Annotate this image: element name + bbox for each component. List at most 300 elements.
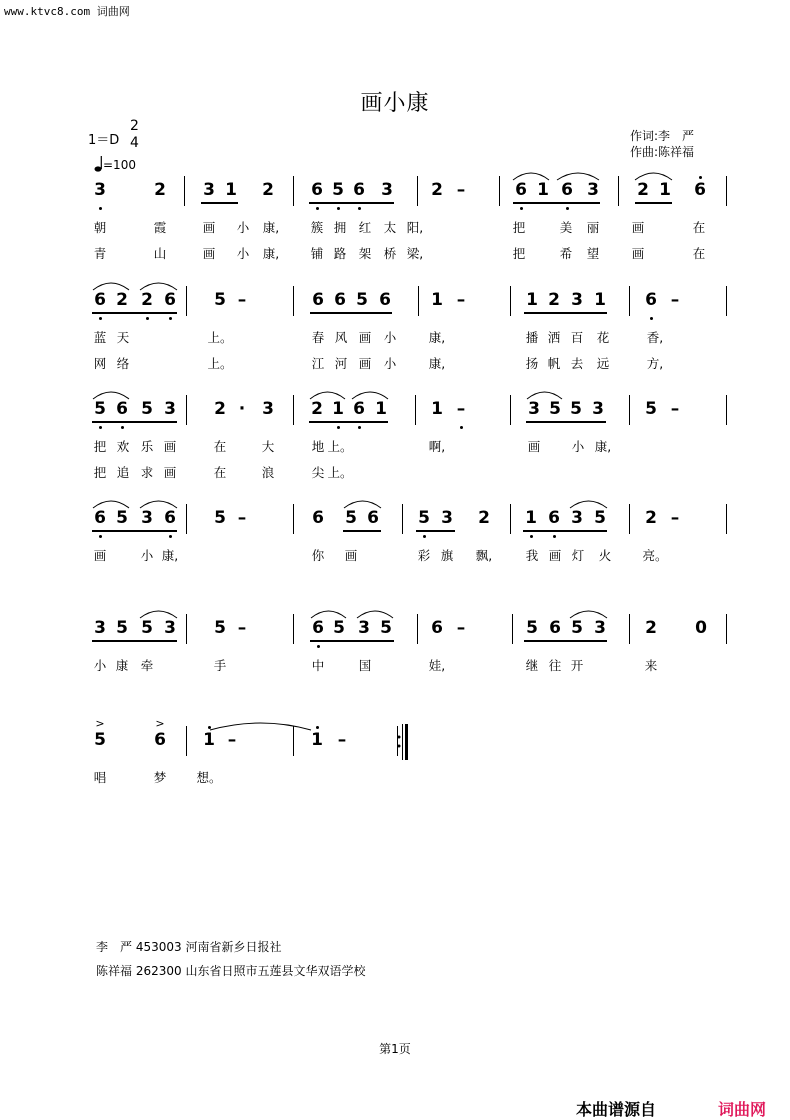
lyric-verse2: 在	[692, 246, 706, 261]
bar-line	[402, 504, 403, 534]
slur-arc	[526, 388, 563, 400]
note: 6	[561, 180, 573, 200]
slur-arc	[309, 388, 346, 400]
beam-line	[310, 640, 394, 642]
bar-line	[418, 286, 419, 316]
lyric-verse1: 阳,	[406, 220, 424, 235]
note: 3	[141, 508, 153, 528]
lyric-verse2: 画	[202, 246, 216, 261]
lyric-verse1: 丽	[586, 220, 600, 235]
lyric-verse2: 浪	[261, 465, 275, 480]
note: 5	[214, 508, 226, 528]
lyric-verse1: 我	[525, 548, 539, 563]
lyric-verse1: 在	[213, 439, 227, 454]
lyric-verse1: 上。	[327, 439, 353, 454]
note: 3	[587, 180, 599, 200]
lyric-verse2: 康,	[262, 246, 280, 261]
bar-line	[293, 504, 294, 534]
lyric-verse1: 花	[596, 330, 610, 345]
note: 5	[141, 618, 153, 638]
lyric-verse1: 旗	[440, 548, 454, 563]
lyric-verse1: 啊,	[428, 439, 446, 454]
note: –	[456, 618, 466, 638]
lyric-verse1: 簇	[310, 220, 324, 235]
beam-line	[309, 421, 388, 423]
score-line	[0, 717, 790, 830]
accent-mark: >	[95, 717, 105, 730]
lyric-verse1: 把	[512, 220, 526, 235]
beam-line	[92, 421, 177, 423]
note: 5	[94, 399, 106, 419]
note: 2	[431, 180, 443, 200]
lyric-verse2: 希	[559, 246, 573, 261]
low-octave-dot	[460, 426, 463, 429]
lyric-verse1: 画	[163, 439, 177, 454]
lyric-verse1: 画	[344, 548, 358, 563]
beam-line	[310, 312, 392, 314]
bar-line	[726, 504, 727, 534]
bar-line	[186, 504, 187, 534]
note: ·	[238, 399, 246, 419]
note: 1	[375, 399, 387, 419]
key-signature: 1＝D	[88, 133, 120, 148]
note: 1	[203, 730, 215, 750]
slur-arc	[139, 607, 178, 619]
bar-line	[293, 395, 294, 425]
beam-line	[513, 202, 600, 204]
note: –	[670, 399, 680, 419]
slur-arc	[343, 497, 382, 509]
beam-line	[92, 312, 177, 314]
lyric-verse1: 开	[570, 658, 584, 673]
note: 5	[526, 618, 538, 638]
note: –	[456, 180, 466, 200]
lyric-verse2: 望	[586, 246, 600, 261]
beam-line	[343, 530, 381, 532]
lyric-verse1: 火	[598, 548, 612, 563]
low-octave-dot	[337, 207, 340, 210]
lyric-verse2: 梁,	[406, 246, 424, 261]
lyric-verse2: 小	[383, 356, 397, 371]
lyric-verse2: 帆	[547, 356, 561, 371]
note: 6	[164, 508, 176, 528]
lyric-verse1: 画	[202, 220, 216, 235]
note: 2	[214, 399, 226, 419]
bar-line	[184, 176, 185, 206]
slur-arc	[92, 388, 130, 400]
bar-line	[629, 395, 630, 425]
note: 2	[262, 180, 274, 200]
note: 2	[645, 618, 657, 638]
note: 5	[571, 618, 583, 638]
note: 1	[225, 180, 237, 200]
lyric-verse1: 洒	[547, 330, 561, 345]
lyric-verse2: 江	[311, 356, 325, 371]
lyric-verse1: 百	[570, 330, 584, 345]
score-line	[0, 290, 790, 390]
lyric-verse1: 飘,	[475, 548, 493, 563]
lyric-verse1: 康,	[594, 439, 612, 454]
note: 2	[154, 180, 166, 200]
low-octave-dot	[358, 426, 361, 429]
note: 5	[332, 180, 344, 200]
lyric-verse1: 欢	[116, 439, 130, 454]
note: 1	[659, 180, 671, 200]
slur-arc	[209, 719, 312, 731]
lyricist: 作词:李 严	[630, 129, 695, 143]
note: 3	[571, 290, 583, 310]
lyric-verse1: 美	[559, 220, 573, 235]
note: 5	[333, 618, 345, 638]
beam-line	[309, 202, 394, 204]
lyric-verse1: 在	[692, 220, 706, 235]
lyric-verse1: 风	[334, 330, 348, 345]
beam-line	[92, 640, 177, 642]
time-numerator: 2	[130, 118, 139, 134]
slur-arc	[139, 279, 178, 291]
bar-line	[726, 614, 727, 644]
slur-arc	[92, 497, 130, 509]
bar-line	[726, 286, 727, 316]
lyric-verse1: 灯	[571, 548, 585, 563]
low-octave-dot	[530, 535, 533, 538]
bar-line	[293, 286, 294, 316]
time-signature	[130, 118, 139, 152]
lyric-verse2: 画	[358, 356, 372, 371]
low-octave-dot	[650, 317, 653, 320]
note: –	[456, 290, 466, 310]
lyric-verse1: 康,	[161, 548, 179, 563]
low-octave-dot	[169, 317, 172, 320]
lyric-verse1: 亮。	[642, 548, 668, 563]
lyric-verse2: 青	[93, 246, 107, 261]
lyric-verse2: 画	[163, 465, 177, 480]
note: –	[670, 508, 680, 528]
note: 6	[312, 618, 324, 638]
bar-line	[293, 614, 294, 644]
slur-arc	[512, 169, 550, 181]
slur-arc	[569, 607, 608, 619]
lyric-verse1: 画	[93, 548, 107, 563]
note: 2	[548, 290, 560, 310]
composer: 作曲:陈祥福	[630, 145, 695, 159]
lyric-verse2: 扬	[525, 356, 539, 371]
note: –	[237, 618, 247, 638]
beam-line	[416, 530, 455, 532]
lyric-verse1: 梦	[153, 770, 167, 785]
note: 3	[262, 399, 274, 419]
lyric-verse2: 桥	[383, 246, 397, 261]
note: 6	[94, 508, 106, 528]
note: 3	[94, 180, 106, 200]
bar-line	[510, 395, 511, 425]
time-denominator: 4	[130, 135, 139, 151]
lyric-verse1: 唱	[93, 770, 107, 785]
note: 2	[116, 290, 128, 310]
credits	[630, 128, 694, 160]
note: –	[670, 290, 680, 310]
lyric-verse2: 方,	[646, 356, 664, 371]
lyric-verse1: 画	[548, 548, 562, 563]
bar-line	[415, 395, 416, 425]
lyric-verse2: 远	[596, 356, 610, 371]
low-octave-dot	[423, 535, 426, 538]
lyric-verse2: 铺	[310, 246, 324, 261]
bar-line	[417, 614, 418, 644]
slur-arc	[356, 607, 394, 619]
lyric-verse2: 网	[93, 356, 107, 371]
accent-mark: >	[155, 717, 165, 730]
bar-line	[186, 726, 187, 756]
note: –	[237, 290, 247, 310]
score-line	[0, 618, 790, 718]
note: 6	[312, 508, 324, 528]
note: 3	[203, 180, 215, 200]
note: 3	[164, 399, 176, 419]
low-octave-dot	[553, 535, 556, 538]
lyric-verse1: 红	[358, 220, 372, 235]
lyric-verse1: 康	[115, 658, 129, 673]
low-octave-dot	[121, 426, 124, 429]
lyric-verse1: 大	[261, 439, 275, 454]
low-octave-dot	[99, 426, 102, 429]
note: 6	[645, 290, 657, 310]
lyric-verse2: 把	[512, 246, 526, 261]
low-octave-dot	[99, 207, 102, 210]
lyric-verse2: 康,	[428, 356, 446, 371]
page-number: 第1页	[379, 1042, 411, 1056]
beam-line	[523, 530, 607, 532]
low-octave-dot	[566, 207, 569, 210]
lyric-verse1: 拥	[333, 220, 347, 235]
lyric-verse2: 尖	[311, 465, 325, 480]
lyric-verse1: 太	[383, 220, 397, 235]
lyric-verse1: 画	[631, 220, 645, 235]
lyric-verse1: 上。	[207, 330, 233, 345]
slur-arc	[634, 169, 673, 181]
note: 5	[94, 730, 106, 750]
low-octave-dot	[358, 207, 361, 210]
lyric-verse1: 小	[571, 439, 585, 454]
note: 1	[526, 290, 538, 310]
brand-label: 词曲网	[718, 1100, 767, 1119]
note: 5	[116, 508, 128, 528]
note: 3	[528, 399, 540, 419]
note: –	[337, 730, 347, 750]
lyric-verse1: 小	[140, 548, 154, 563]
note: 3	[571, 508, 583, 528]
note: 3	[94, 618, 106, 638]
tempo-value: =100	[103, 158, 136, 172]
note: 6	[154, 730, 166, 750]
note: 1	[311, 730, 323, 750]
low-octave-dot	[169, 535, 172, 538]
note: 6	[334, 290, 346, 310]
quarter-note-icon	[94, 156, 103, 172]
note: 5	[356, 290, 368, 310]
beam-line	[524, 640, 607, 642]
tempo-mark	[94, 156, 136, 172]
bar-line	[186, 614, 187, 644]
note: 5	[549, 399, 561, 419]
bar-line	[629, 286, 630, 316]
bar-line	[510, 504, 511, 534]
lyric-verse2: 架	[358, 246, 372, 261]
beam-line	[635, 202, 672, 204]
lyric-verse1: 霞	[153, 220, 167, 235]
note: 5	[116, 618, 128, 638]
note: 2	[637, 180, 649, 200]
note: 5	[214, 290, 226, 310]
lyric-verse1: 继	[525, 658, 539, 673]
bar-line	[726, 176, 727, 206]
lyric-verse2: 上。	[207, 356, 233, 371]
note: 6	[367, 508, 379, 528]
bar-line	[417, 176, 418, 206]
note: 6	[164, 290, 176, 310]
beam-line	[201, 202, 238, 204]
note: 6	[353, 180, 365, 200]
lyric-verse2: 在	[213, 465, 227, 480]
lyric-verse2: 把	[93, 465, 107, 480]
note: 1	[332, 399, 344, 419]
slur-arc	[92, 279, 130, 291]
bar-line	[499, 176, 500, 206]
note: 6	[694, 180, 706, 200]
lyric-verse1: 天	[116, 330, 130, 345]
bar-line	[629, 504, 630, 534]
bar-line	[512, 614, 513, 644]
note: 2	[645, 508, 657, 528]
lyric-verse2: 画	[631, 246, 645, 261]
low-octave-dot	[316, 207, 319, 210]
note: 5	[594, 508, 606, 528]
bar-line	[293, 176, 294, 206]
lyric-verse1: 康,	[262, 220, 280, 235]
low-octave-dot	[99, 535, 102, 538]
note: 3	[358, 618, 370, 638]
bar-line	[629, 614, 630, 644]
note: 3	[381, 180, 393, 200]
note: 5	[570, 399, 582, 419]
lyric-verse2: 求	[140, 465, 154, 480]
lyric-verse1: 彩	[417, 548, 431, 563]
note: 2	[141, 290, 153, 310]
lyric-verse1: 画	[358, 330, 372, 345]
lyric-verse2: 路	[333, 246, 347, 261]
lyric-verse1: 你	[311, 548, 325, 563]
lyric-verse1: 画	[527, 439, 541, 454]
low-octave-dot	[99, 317, 102, 320]
address-lyricist: 李 严 453003 河南省新乡日报社	[96, 940, 282, 954]
lyric-verse1: 小	[93, 658, 107, 673]
note: 6	[515, 180, 527, 200]
note: 5	[380, 618, 392, 638]
note: –	[237, 508, 247, 528]
note: 6	[311, 180, 323, 200]
high-octave-dot	[316, 726, 319, 729]
note: 3	[594, 618, 606, 638]
low-octave-dot	[337, 426, 340, 429]
note: –	[456, 399, 466, 419]
score-line	[0, 399, 790, 499]
note: 1	[537, 180, 549, 200]
slur-arc	[351, 388, 389, 400]
beam-line	[92, 530, 177, 532]
note: 2	[311, 399, 323, 419]
note: 6	[94, 290, 106, 310]
lyric-verse1: 手	[213, 658, 227, 673]
note: 2	[478, 508, 490, 528]
lyric-verse1: 地	[311, 439, 325, 454]
lyric-verse1: 春	[311, 330, 325, 345]
lyric-verse2: 络	[116, 356, 130, 371]
lyric-verse1: 香,	[646, 330, 664, 345]
slur-arc	[310, 607, 347, 619]
note: 6	[431, 618, 443, 638]
slur-arc	[139, 497, 178, 509]
beam-line	[526, 421, 606, 423]
note: 5	[141, 399, 153, 419]
lyric-verse1: 往	[548, 658, 562, 673]
lyric-verse1: 来	[644, 658, 658, 673]
note: 5	[645, 399, 657, 419]
bar-line	[186, 286, 187, 316]
lyric-verse2: 去	[570, 356, 584, 371]
song-title: 画小康	[360, 91, 430, 116]
lyric-verse2: 山	[153, 246, 167, 261]
note: 1	[594, 290, 606, 310]
low-octave-dot	[520, 207, 523, 210]
repeat-end-icon	[396, 724, 410, 760]
address-composer: 陈祥福 262300 山东省日照市五莲县文华双语学校	[96, 964, 366, 978]
note: 6	[548, 508, 560, 528]
note: 6	[353, 399, 365, 419]
slur-arc	[556, 169, 600, 181]
note: 0	[695, 618, 707, 638]
note: 6	[116, 399, 128, 419]
score-line	[0, 180, 790, 280]
note: 3	[592, 399, 604, 419]
high-octave-dot	[699, 176, 702, 179]
note: 3	[164, 618, 176, 638]
lyric-verse1: 想。	[196, 770, 222, 785]
lyric-verse1: 蓝	[93, 330, 107, 345]
slur-arc	[569, 497, 608, 509]
lyric-verse1: 乐	[140, 439, 154, 454]
lyric-verse1: 中	[311, 658, 325, 673]
note: –	[227, 730, 237, 750]
note: 5	[214, 618, 226, 638]
note: 1	[525, 508, 537, 528]
lyric-verse1: 把	[93, 439, 107, 454]
note: 1	[431, 399, 443, 419]
beam-line	[524, 312, 607, 314]
lyric-verse1: 娃,	[428, 658, 446, 673]
bar-line	[186, 395, 187, 425]
score-line	[0, 508, 790, 608]
note: 3	[441, 508, 453, 528]
note: 6	[379, 290, 391, 310]
lyric-verse1: 国	[358, 658, 372, 673]
note: 6	[312, 290, 324, 310]
bar-line	[510, 286, 511, 316]
lyric-verse1: 小	[383, 330, 397, 345]
lyric-verse1: 播	[525, 330, 539, 345]
site-watermark: www.ktvc8.com 词曲网	[4, 5, 130, 18]
low-octave-dot	[317, 645, 320, 648]
source-label: 本曲谱源自	[576, 1100, 657, 1119]
